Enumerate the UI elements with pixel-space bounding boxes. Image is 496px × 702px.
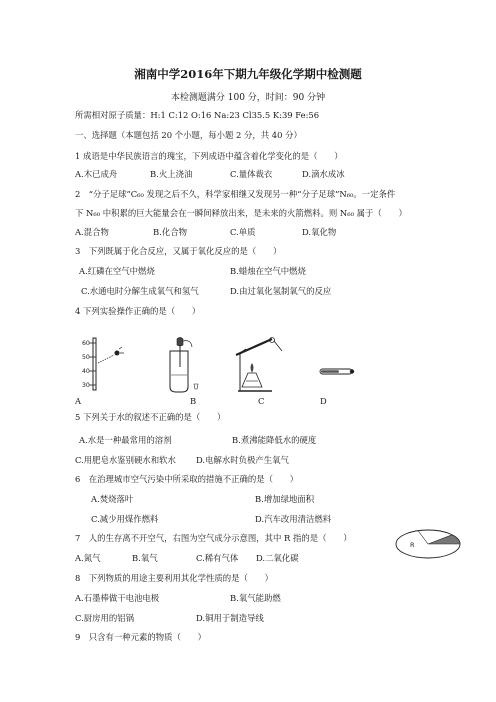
tick-40: 40: [82, 368, 90, 375]
question-1-stem: 1 成语是中华民族语言的瑰宝，下列成语中蕴含着化学变化的是（ ）: [75, 151, 343, 161]
q1-option-d: D.滴水成冰: [302, 169, 345, 179]
q6-option-a: A.焚烧落叶: [91, 494, 134, 504]
q6-option-c: C.减少用煤作燃料: [91, 514, 159, 524]
q8-option-d: D.铜用于制造导线: [196, 613, 264, 623]
q1-option-a: A.木已成舟: [75, 169, 118, 179]
q3-option-c: C.水通电时分解生成氧气和氢气: [81, 286, 199, 296]
question-5-stem: 5 下列关于水的叙述不正确的是（ ）: [75, 412, 226, 422]
q3-option-b: B.蜡烛在空气中燃烧: [230, 266, 306, 276]
q2-option-c: C.单质: [230, 227, 256, 237]
q8-option-a: A.石墨棒做干电池电极: [75, 593, 160, 603]
figure-d-thermometer: [318, 365, 358, 379]
pie-label-r: R: [410, 541, 415, 549]
q5-option-a: A.水是一种最常用的溶剂: [79, 435, 172, 445]
q7-option-a: A.氮气: [75, 553, 101, 563]
question-3-stem: 3 下列既属于化合反应，又属于氧化反应的是（ ）: [75, 246, 282, 256]
q4-label-c: C: [258, 396, 265, 406]
q5-option-b: B.煮沸能降低水的硬度: [232, 435, 317, 445]
q1-option-c: C.量体裁衣: [230, 169, 273, 179]
q3-option-d: D.由过氧化氢制氧气的反应: [230, 286, 332, 296]
q7-option-d: D.二氧化碳: [256, 553, 299, 563]
tick-60: 60: [82, 340, 90, 347]
q5-option-d: D.电解水时负极产生氧气: [196, 455, 289, 465]
question-4-stem: 4 下列实验操作正确的是（ ）: [75, 306, 201, 316]
question-2-stem-line2: 下 N₆₀ 中积累的巨大能量会在一瞬间释放出来，是未来的火箭燃料。则 N₆₀ 属于（ ）: [75, 208, 407, 218]
section-heading: 一、选择题（本题包括 20 个小题，每小题 2 分，共 40 分）: [75, 130, 302, 140]
question-2-stem: 2 “分子足球”C₆₀ 发现之后不久，科学家相继又发现另一种“分子足球”N₆₀。一定条件: [75, 189, 396, 199]
q2-option-a: A.混合物: [75, 227, 109, 237]
figure-c-heating-apparatus: [232, 335, 284, 393]
q4-label-d: D: [320, 396, 327, 406]
atomic-masses: 所需相对原子质量：H:1 C:12 O:16 Na:23 Cl35.5 K:39 Fe:56: [75, 110, 320, 120]
question-6-stem: 6 在治理城市空气污染中所采取的措施不正确的是（ ）: [75, 474, 299, 484]
figure-a-graduated-cylinder: [82, 335, 128, 391]
tick-30: 30: [82, 382, 90, 389]
q8-option-b: B.氧气能助燃: [230, 593, 281, 603]
q6-option-d: D.汽车改用清洁燃料: [255, 514, 332, 524]
question-7-stem: 7 人的生存离不开空气，右图为空气成分示意图，其中 R 指的是（ ）: [75, 533, 352, 543]
q7-option-c: C.稀有气体: [196, 553, 239, 563]
page-title: 湘南中学2016年下期九年级化学期中检测题: [134, 67, 362, 81]
air-composition-pie: [394, 527, 462, 561]
q1-option-b: B.火上浇油: [150, 169, 193, 179]
question-8-stem: 8 下列物质的用途主要利用其化学性质的是（ ）: [75, 573, 273, 583]
q2-option-b: B.化合物: [153, 227, 187, 237]
tick-50: 50: [82, 354, 90, 361]
q4-label-b: B: [190, 396, 197, 406]
q6-option-b: B.增加绿地面积: [255, 494, 315, 504]
q8-option-c: C.厨房用的铝锅: [75, 613, 135, 623]
q3-option-a: A.红磷在空气中燃烧: [79, 266, 155, 276]
q4-label-a: A: [75, 396, 82, 406]
q2-option-d: D.氧化物: [302, 227, 337, 237]
q5-option-c: C.用肥皂水鉴别硬水和软水: [75, 455, 176, 465]
question-9-stem: 9 只含有一种元素的物质（ ）: [75, 632, 206, 642]
figure-b-dropper-test-tube: [160, 337, 202, 395]
exam-subtitle: 本检测题满分 100 分，时间：90 分钟: [170, 93, 326, 103]
q7-option-b: B.氧气: [132, 553, 158, 563]
